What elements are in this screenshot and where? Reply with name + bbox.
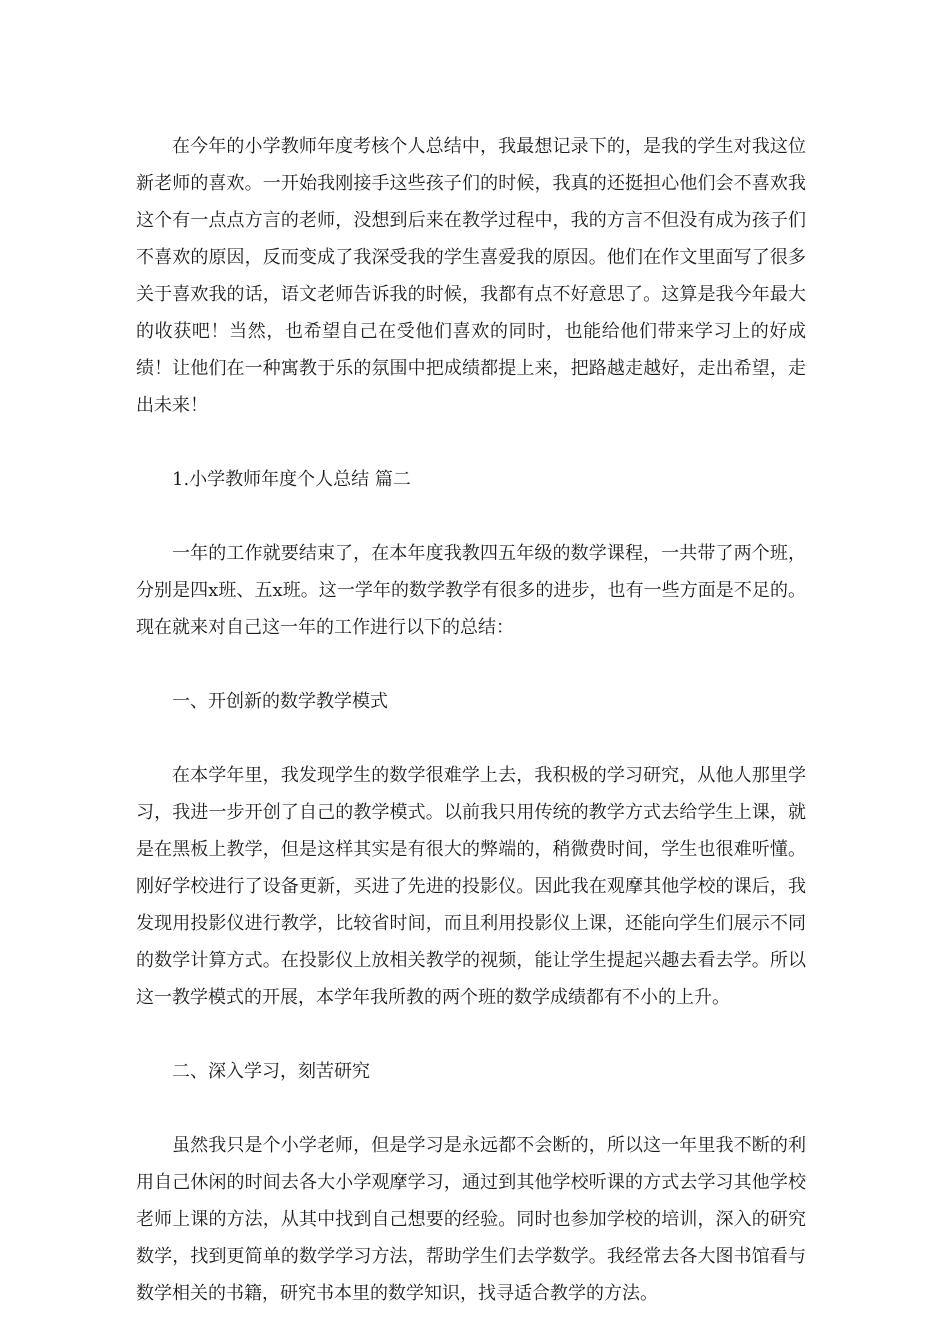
paragraph-intro: 在今年的小学教师年度考核个人总结中，我最想记录下的，是我的学生对我这位新老师的喜欢。一开始我刚接手这些孩子们的时候，我真的还挺担心他们会不喜欢我这个有一点点方言的老师，没想到后来在教学过程中，我的方言不但没有成为孩子们不喜欢的原因，反而变成了我深受我的学生喜爱我的原因。他们在作文里面写了很多关于喜欢我的话，语文老师告诉我的时候，我都有点不好意思了。这算是我今年最大的收获吧！当然，也希望自己在受他们喜欢的同时，也能给他们带来学习上的好成绩！让他们在一种寓教于乐的氛围中把成绩都提上来，把路越走越好，走出希望，走出未来！ [136, 136, 806, 416]
paragraph-overview: 一年的工作就要结束了，在本年度我教四五年级的数学课程，一共带了两个班，分别是四x班、五x班。这一学年的数学教学有很多的进步，也有一些方面是不足的。现在就来对自己这一年的工作进行以下的总结： [136, 543, 806, 638]
document-body [136, 128, 806, 1312]
paragraph-teaching-mode: 在本学年里，我发现学生的数学很难学上去，我积极的学习研究，从他人那里学习，我进一步开创了自己的教学模式。以前我只用传统的教学方式去给学生上课，就是在黑板上教学，但是这样其实是有很大的弊端的，稍微费时间，学生也很难听懂。刚好学校进行了设备更新，买进了先进的投影仪。因此我在观摩其他学校的课后，我发现用投影仪进行教学，比较省时间，而且利用投影仪上课，还能向学生们展示不同的数学计算方式。在投影仪上放相关教学的视频，能让学生提起兴趣去看去学。所以这一教学模式的开展，本学年我所教的两个班的数学成绩都有不小的上升。 [136, 765, 806, 1008]
section-title-part-two: 1.小学教师年度个人总结 篇二 [172, 469, 411, 490]
paragraph-deep-study: 虽然我只是个小学老师，但是学习是永远都不会断的，所以这一年里我不断的利用自己休闲的时间去各大小学观摩学习，通过到其他学校听课的方式去学习其他学校老师上课的方法，从其中找到自己想要的经验。同时也参加学校的培训，深入的研究数学，找到更简单的数学学习方法，帮助学生们去学数学。我经常去各大图书馆看与数学相关的书籍，研究书本里的数学知识，找寻适合教学的方法。 [136, 1135, 806, 1304]
heading-teaching-mode: 一、开创新的数学教学模式 [172, 691, 388, 712]
heading-deep-study: 二、深入学习，刻苦研究 [172, 1061, 370, 1082]
